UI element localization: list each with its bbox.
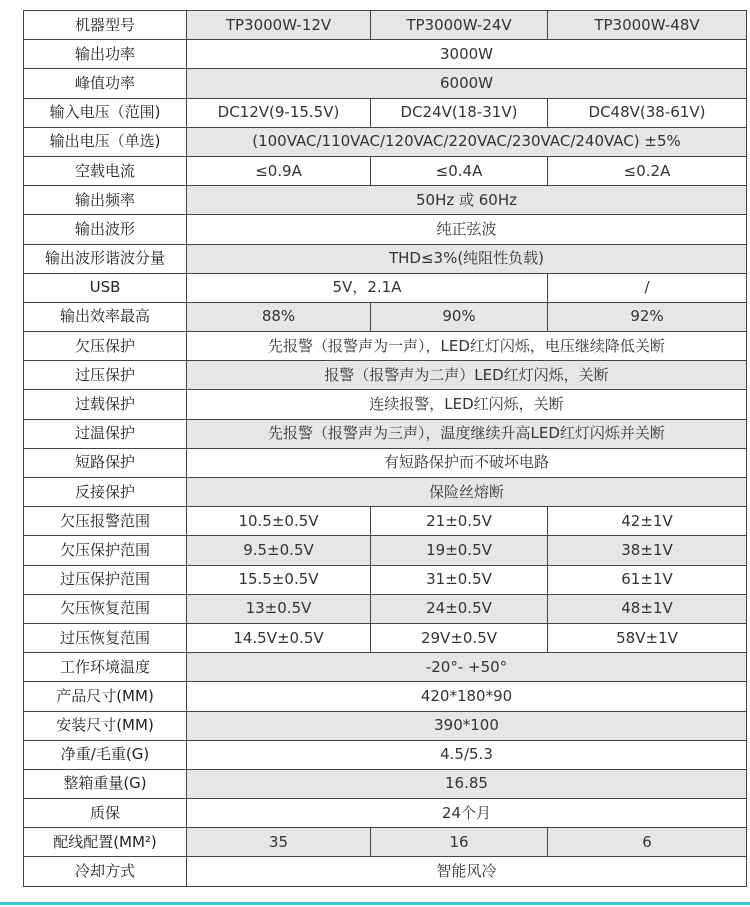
row-value: 58V±1V	[548, 623, 747, 652]
row-value: 9.5±0.5V	[187, 536, 371, 565]
row-label: 短路保护	[24, 448, 187, 477]
row-value: 50Hz 或 60Hz	[187, 186, 747, 215]
row-value: TP3000W-48V	[548, 11, 747, 40]
table-row	[24, 448, 747, 477]
row-value: 42±1V	[548, 507, 747, 536]
row-value: THD≤3%(纯阻性负载)	[187, 244, 747, 273]
row-label: 输出波形	[24, 215, 187, 244]
row-value: 5V，2.1A	[187, 273, 548, 302]
row-value: 有短路保护而不破坏电路	[187, 448, 747, 477]
table-row	[24, 682, 747, 711]
row-label: USB	[24, 273, 187, 302]
row-value: DC12V(9-15.5V)	[187, 98, 371, 127]
table-row	[24, 740, 747, 769]
row-value: ≤0.9A	[187, 156, 371, 185]
table-row	[24, 769, 747, 798]
row-value: 31±0.5V	[371, 565, 548, 594]
table-row	[24, 565, 747, 594]
row-label: 过压保护	[24, 361, 187, 390]
row-label: 输入电压（范围)	[24, 98, 187, 127]
table-row	[24, 127, 747, 156]
spec-table	[23, 10, 747, 887]
row-value: 29V±0.5V	[371, 623, 548, 652]
row-value: 24个月	[187, 799, 747, 828]
table-row	[24, 332, 747, 361]
row-value: 420*180*90	[187, 682, 747, 711]
row-label: 欠压保护范围	[24, 536, 187, 565]
row-value: -20°- +50°	[187, 653, 747, 682]
row-value: 先报警（报警声为三声），温度继续升高LED红灯闪烁并关断	[187, 419, 747, 448]
row-label: 机器型号	[24, 11, 187, 40]
row-value: 3000W	[187, 40, 747, 69]
row-value: ≤0.4A	[371, 156, 548, 185]
table-row	[24, 799, 747, 828]
row-value: 90%	[371, 302, 548, 331]
row-value: TP3000W-12V	[187, 11, 371, 40]
table-row	[24, 857, 747, 886]
row-label: 欠压保护	[24, 332, 187, 361]
row-label: 输出电压（单选)	[24, 127, 187, 156]
row-value: 390*100	[187, 711, 747, 740]
table-row	[24, 186, 747, 215]
row-label: 过温保护	[24, 419, 187, 448]
row-value: 16	[371, 828, 548, 857]
row-value: DC24V(18-31V)	[371, 98, 548, 127]
row-label: 整箱重量(G)	[24, 769, 187, 798]
table-row	[24, 419, 747, 448]
table-row	[24, 653, 747, 682]
row-value: 48±1V	[548, 594, 747, 623]
row-value: 13±0.5V	[187, 594, 371, 623]
row-value: (100VAC/110VAC/120VAC/220VAC/230VAC/240VAC) ±5%	[187, 127, 747, 156]
row-value: 38±1V	[548, 536, 747, 565]
bottom-accent-line	[0, 902, 750, 905]
row-value: 报警（报警声为二声）LED红灯闪烁，关断	[187, 361, 747, 390]
row-value: 61±1V	[548, 565, 747, 594]
row-label: 峰值功率	[24, 69, 187, 98]
table-row	[24, 98, 747, 127]
row-value: ≤0.2A	[548, 156, 747, 185]
spec-table-body	[24, 11, 747, 887]
table-row	[24, 156, 747, 185]
table-row	[24, 536, 747, 565]
row-value: 92%	[548, 302, 747, 331]
row-label: 空载电流	[24, 156, 187, 185]
table-row	[24, 215, 747, 244]
table-row	[24, 11, 747, 40]
row-value: 智能风冷	[187, 857, 747, 886]
row-label: 输出频率	[24, 186, 187, 215]
row-value: 14.5V±0.5V	[187, 623, 371, 652]
row-value: 24±0.5V	[371, 594, 548, 623]
table-row	[24, 594, 747, 623]
row-label: 输出波形谐波分量	[24, 244, 187, 273]
row-value: 连续报警，LED红闪烁，关断	[187, 390, 747, 419]
table-row	[24, 507, 747, 536]
row-value: 16.85	[187, 769, 747, 798]
row-value: 21±0.5V	[371, 507, 548, 536]
table-row	[24, 711, 747, 740]
row-label: 配线配置(MM²)	[24, 828, 187, 857]
row-value: DC48V(38-61V)	[548, 98, 747, 127]
row-label: 欠压恢复范围	[24, 594, 187, 623]
table-row	[24, 273, 747, 302]
row-value: 35	[187, 828, 371, 857]
row-label: 过压恢复范围	[24, 623, 187, 652]
row-label: 工作环境温度	[24, 653, 187, 682]
table-row	[24, 244, 747, 273]
table-row	[24, 623, 747, 652]
table-row	[24, 361, 747, 390]
row-value: 10.5±0.5V	[187, 507, 371, 536]
row-label: 冷却方式	[24, 857, 187, 886]
row-label: 质保	[24, 799, 187, 828]
row-label: 净重/毛重(G)	[24, 740, 187, 769]
row-label: 安装尺寸(MM)	[24, 711, 187, 740]
row-value: 15.5±0.5V	[187, 565, 371, 594]
row-label: 过压保护范围	[24, 565, 187, 594]
row-value: 纯正弦波	[187, 215, 747, 244]
table-row	[24, 302, 747, 331]
row-value: 保险丝熔断	[187, 478, 747, 507]
row-value: 6000W	[187, 69, 747, 98]
row-value: TP3000W-24V	[371, 11, 548, 40]
table-row	[24, 69, 747, 98]
row-value: 88%	[187, 302, 371, 331]
row-label: 产品尺寸(MM)	[24, 682, 187, 711]
row-value: 6	[548, 828, 747, 857]
table-row	[24, 40, 747, 69]
table-row	[24, 478, 747, 507]
row-value: 19±0.5V	[371, 536, 548, 565]
row-value: 先报警（报警声为一声），LED红灯闪烁，电压继续降低关断	[187, 332, 747, 361]
row-value: 4.5/5.3	[187, 740, 747, 769]
table-row	[24, 828, 747, 857]
row-label: 反接保护	[24, 478, 187, 507]
row-label: 输出效率最高	[24, 302, 187, 331]
row-label: 过载保护	[24, 390, 187, 419]
row-label: 输出功率	[24, 40, 187, 69]
row-label: 欠压报警范围	[24, 507, 187, 536]
table-row	[24, 390, 747, 419]
row-value: /	[548, 273, 747, 302]
